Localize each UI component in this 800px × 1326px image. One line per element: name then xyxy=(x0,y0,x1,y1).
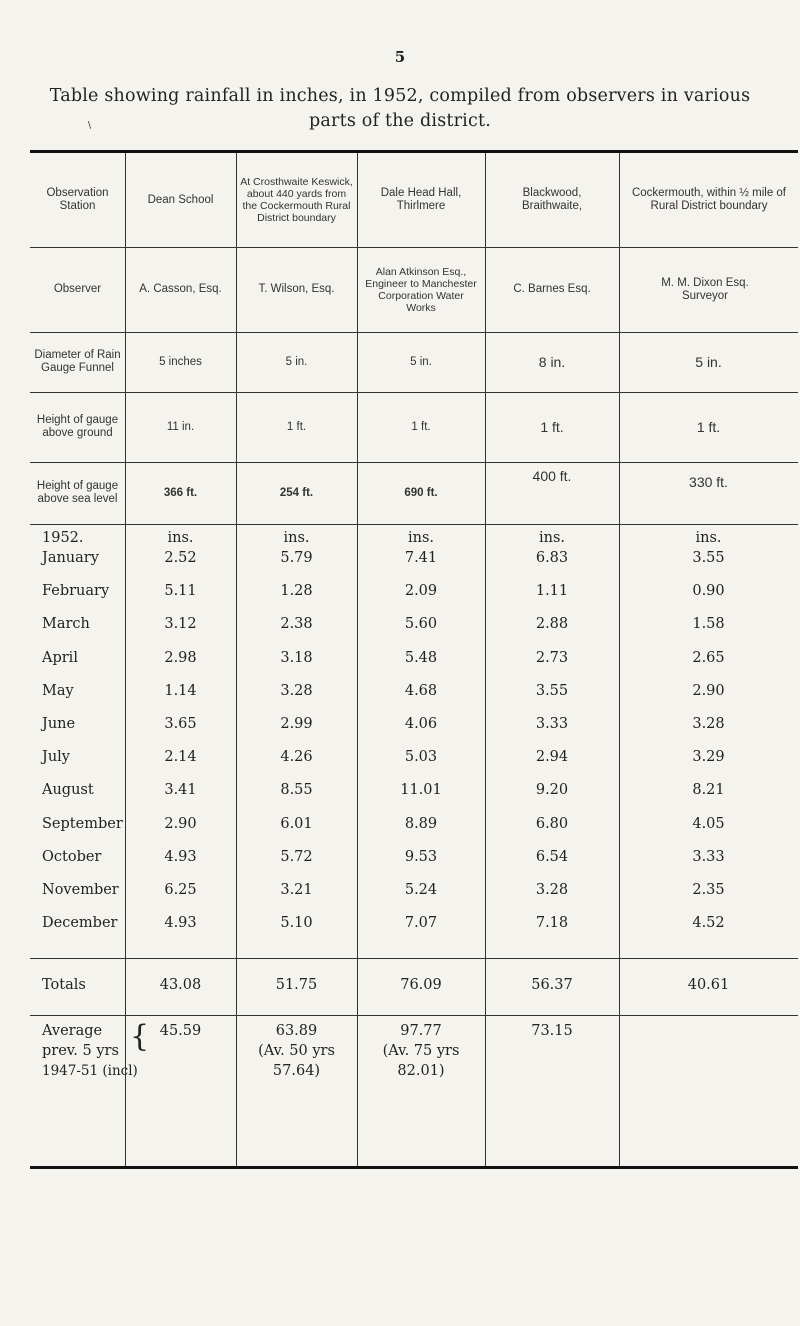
average-value: 63.89 xyxy=(275,1023,318,1039)
rainfall-value: 7.18 xyxy=(535,915,569,931)
rainfall-value: 6.25 xyxy=(164,882,197,898)
rainfall-value: 3.33 xyxy=(692,849,725,865)
height-sea-value: 330 ft. xyxy=(689,473,728,490)
rainfall-value: 2.09 xyxy=(404,583,438,599)
month-label: August xyxy=(42,782,94,798)
rainfall-value: 2.38 xyxy=(280,616,313,632)
rainfall-value: 2.99 xyxy=(280,716,313,732)
rainfall-value: 3.18 xyxy=(280,650,313,666)
rainfall-value: 3.21 xyxy=(280,882,313,898)
rainfall-value: 7.41 xyxy=(404,550,438,566)
height-ground-value: 1 ft. xyxy=(411,420,431,433)
rainfall-value: 3.12 xyxy=(164,616,197,632)
bracket-mark: { xyxy=(130,1019,150,1054)
month-label: November xyxy=(42,882,119,898)
month-label: April xyxy=(42,650,78,666)
height-sea-label: Height of gauge above sea level xyxy=(36,480,119,505)
height-ground-value: 1 ft. xyxy=(696,418,721,435)
rainfall-value: 2.88 xyxy=(535,616,569,632)
diameter-label: Diameter of Rain Gauge Funnel xyxy=(34,349,121,374)
average-label: Average xyxy=(42,1023,103,1039)
rainfall-value: 5.11 xyxy=(164,583,197,599)
rainfall-value: 11.01 xyxy=(400,782,442,798)
rainfall-value: 5.03 xyxy=(404,749,438,765)
month-label: June xyxy=(42,716,76,732)
rainfall-value: 3.28 xyxy=(280,683,313,699)
unit-label: ins. xyxy=(695,530,722,546)
page-title: Table showing rainfall in inches, in 1952, compiled from observers in various parts of the district. xyxy=(49,86,751,131)
average-note: (Av. 50 yrs xyxy=(258,1043,335,1059)
rainfall-value: 3.55 xyxy=(692,550,725,566)
average-value: 45.59 xyxy=(159,1023,202,1039)
rainfall-value: 3.33 xyxy=(535,716,569,732)
rainfall-value: 4.93 xyxy=(164,915,197,931)
height-sea-value: 400 ft. xyxy=(532,467,572,484)
rainfall-value: 6.83 xyxy=(535,550,569,566)
month-label: February xyxy=(42,583,110,599)
rainfall-value: 8.55 xyxy=(280,782,313,798)
month-label: January xyxy=(42,550,99,566)
average-value: 97.77 xyxy=(400,1023,442,1039)
month-label: December xyxy=(42,915,118,931)
average-label-years: 1947-51 (incl) xyxy=(42,1063,138,1079)
row-divider xyxy=(30,1015,798,1016)
rainfall-value: 9.53 xyxy=(404,849,438,865)
rainfall-value: 5.72 xyxy=(280,849,313,865)
rainfall-value: 4.68 xyxy=(404,683,438,699)
rainfall-value: 3.41 xyxy=(164,782,197,798)
unit-label: ins. xyxy=(283,530,310,546)
rainfall-value: 2.52 xyxy=(164,550,197,566)
rainfall-value: 0.90 xyxy=(692,583,725,599)
total-value: 43.08 xyxy=(159,977,202,993)
rainfall-value: 2.35 xyxy=(692,882,725,898)
month-label: May xyxy=(42,683,74,699)
rainfall-value: 5.79 xyxy=(280,550,313,566)
observer-label: Observer xyxy=(53,283,102,295)
bottom-rule xyxy=(30,1166,798,1169)
rainfall-value: 5.48 xyxy=(404,650,438,666)
page-number: 5 xyxy=(394,48,406,66)
rainfall-value: 3.29 xyxy=(692,749,725,765)
row-divider xyxy=(30,524,798,525)
average-note: (Av. 75 yrs xyxy=(382,1043,460,1059)
rainfall-value: 6.80 xyxy=(535,816,569,832)
rainfall-value: 9.20 xyxy=(535,782,569,798)
total-value: 76.09 xyxy=(400,977,442,993)
rainfall-value: 4.93 xyxy=(164,849,197,865)
rainfall-value: 2.90 xyxy=(164,816,197,832)
average-value: 73.15 xyxy=(531,1023,573,1039)
diameter-value: 8 in. xyxy=(538,353,566,370)
observer-atkinson: Alan Atkinson Esq., Engineer to Manchester Corporation Water Works xyxy=(365,265,477,314)
observer-dixon: M. M. Dixon Esq. Surveyor xyxy=(661,276,749,302)
diameter-value: 5 in. xyxy=(695,353,722,370)
observer-wilson: T. Wilson, Esq. xyxy=(258,283,335,295)
rainfall-value: 4.52 xyxy=(692,915,725,931)
rainfall-value: 8.89 xyxy=(404,816,438,832)
rainfall-value: 8.21 xyxy=(692,782,725,798)
rainfall-value: 2.90 xyxy=(692,683,725,699)
stray-mark: \ xyxy=(88,121,92,131)
rainfall-value: 1.11 xyxy=(535,583,569,599)
unit-label: ins. xyxy=(538,530,566,546)
rainfall-value: 2.65 xyxy=(692,650,725,666)
diameter-value: 5 inches xyxy=(159,355,202,368)
height-ground-value: 1 ft. xyxy=(540,418,564,435)
diameter-value: 5 in. xyxy=(410,355,432,368)
station-label: Observation Station xyxy=(46,187,109,212)
rainfall-value: 1.28 xyxy=(280,583,313,599)
rainfall-value: 1.14 xyxy=(164,683,197,699)
station-dean-school: Dean School xyxy=(147,193,214,206)
month-label: March xyxy=(42,616,90,632)
rainfall-table xyxy=(30,150,798,1170)
rainfall-value: 3.28 xyxy=(535,882,569,898)
row-divider xyxy=(30,958,798,959)
month-label: September xyxy=(42,816,123,832)
rainfall-value: 3.28 xyxy=(692,716,725,732)
rainfall-value: 3.65 xyxy=(164,716,197,732)
year-label: 1952. xyxy=(42,530,84,546)
month-label: July xyxy=(42,749,70,765)
station-cockermouth: Cockermouth, within ½ mile of Rural District boundary xyxy=(631,187,787,212)
rainfall-value: 2.73 xyxy=(535,650,569,666)
rainfall-value: 2.14 xyxy=(164,749,197,765)
average-note: 57.64) xyxy=(272,1063,321,1079)
height-ground-value: 1 ft. xyxy=(286,420,307,433)
height-sea-value: 366 ft. xyxy=(163,486,198,499)
average-note: 82.01) xyxy=(397,1063,445,1079)
observer-barnes: C. Barnes Esq. xyxy=(513,283,591,295)
totals-label: Totals xyxy=(42,977,86,993)
rainfall-value: 4.05 xyxy=(692,816,725,832)
total-value: 40.61 xyxy=(687,977,730,993)
rainfall-value: 6.01 xyxy=(280,816,313,832)
rainfall-value: 4.06 xyxy=(404,716,438,732)
unit-label: ins. xyxy=(167,530,194,546)
rainfall-value: 1.58 xyxy=(692,616,725,632)
total-value: 56.37 xyxy=(531,977,573,993)
height-sea-value: 254 ft. xyxy=(279,486,314,499)
rainfall-value: 7.07 xyxy=(404,915,438,931)
height-sea-value: 690 ft. xyxy=(404,486,438,499)
rainfall-value: 3.55 xyxy=(535,683,569,699)
rainfall-value: 5.10 xyxy=(280,915,313,931)
rainfall-value: 5.60 xyxy=(404,616,438,632)
rainfall-value: 5.24 xyxy=(404,882,438,898)
rainfall-value: 4.26 xyxy=(280,749,313,765)
total-value: 51.75 xyxy=(275,977,318,993)
rainfall-value: 2.98 xyxy=(164,650,197,666)
rainfall-value: 6.54 xyxy=(535,849,569,865)
station-dale-head-hall: Dale Head Hall, Thirlmere xyxy=(380,187,462,212)
month-label: October xyxy=(42,849,102,865)
observer-casson: A. Casson, Esq. xyxy=(139,283,222,295)
average-label-period: prev. 5 yrs xyxy=(42,1043,119,1059)
station-crosthwaite: At Crosthwaite Keswick, about 440 yards from the Cockermouth Rural District boundary xyxy=(240,176,353,224)
rainfall-value: 2.94 xyxy=(535,749,569,765)
height-ground-label: Height of gauge above ground xyxy=(36,414,119,439)
station-blackwood: Blackwood, Braithwaite, xyxy=(521,187,583,212)
diameter-value: 5 in. xyxy=(285,355,308,368)
unit-label: ins. xyxy=(407,530,435,546)
height-ground-value: 11 in. xyxy=(166,420,195,433)
